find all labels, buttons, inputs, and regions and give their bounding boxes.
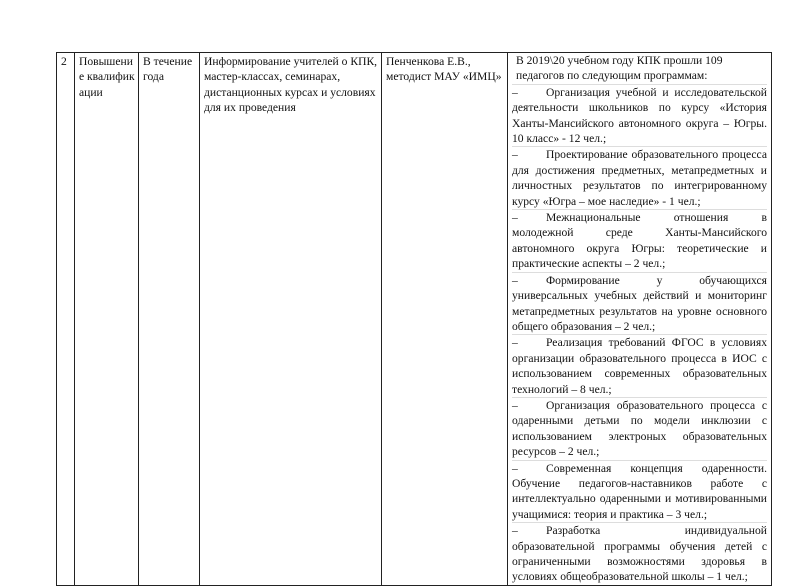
dash-marker: – bbox=[512, 85, 518, 99]
program-text: Формирование у обучающихся универсальных учебных действий и мониторинг метапредметных результатов на уровне основного общего образования – 2 чел.; bbox=[512, 273, 767, 333]
dash-marker: – bbox=[512, 524, 518, 538]
responsible-cell: Пенченкова Е.В., методист МАУ «ИМЦ» bbox=[382, 53, 508, 586]
dash-marker: – bbox=[512, 273, 518, 287]
result-intro: В 2019\20 учебном году КПК прошли 109 педагогов по следующим программам: bbox=[516, 54, 723, 83]
program-text: Межнациональные отношения в молодежной среде Ханты-Мансийского автономного округа Югры: теоретические и практические аспекты – 2 чел.; bbox=[512, 211, 767, 271]
program-item bbox=[512, 146, 767, 209]
program-item bbox=[512, 272, 767, 335]
plan-table bbox=[56, 52, 772, 586]
program-item bbox=[512, 209, 767, 272]
program-text: Реализация требований ФГОС в условиях организации образовательного процесса в ИОС с использованием современных образовательных технологий – 8 чел.; bbox=[512, 336, 767, 396]
program-item bbox=[512, 334, 767, 397]
dash-marker: – bbox=[512, 336, 518, 350]
direction-cell: Повышение квалификации bbox=[75, 53, 139, 586]
dash-marker: – bbox=[512, 398, 518, 412]
result-cell bbox=[508, 53, 772, 586]
table-row bbox=[57, 53, 772, 586]
program-item bbox=[512, 522, 767, 585]
program-item bbox=[512, 84, 767, 147]
program-item bbox=[512, 397, 767, 460]
dash-marker: – bbox=[512, 461, 518, 475]
program-list bbox=[512, 84, 767, 585]
program-text: Проектирование образовательного процесса для достижения предметных, метапредметных и личностных результатов по интегрированному курсу «Югра – мое наследие» - 1 чел.; bbox=[512, 148, 767, 208]
program-text: Организация образовательного процесса с одаренными детьми по модели инклюзии с использованием электроных образовательных ресурсов – 2 чел.; bbox=[512, 398, 767, 459]
term-cell: В течение года bbox=[139, 53, 200, 586]
activity-cell: Информирование учителей о КПК, мастер-классах, семинарах, дистанционных курсах и условиях для их проведения bbox=[200, 53, 382, 586]
row-number: 2 bbox=[57, 53, 75, 586]
dash-marker: – bbox=[512, 148, 518, 162]
program-text: Организация учебной и исследовательской деятельности школьников по курсу «История Ханты-Мансийского автономного округа – Югры. 10 класс» - 12 чел.; bbox=[512, 85, 767, 146]
program-text: Современная концепция одаренности. Обучение педагогов-наставников работе с интеллектуально одаренными и мотивированными учащимися: теория и практика – 3 чел.; bbox=[512, 461, 767, 521]
program-text: Разработка индивидуальной образовательной программы обучения детей с ограниченными возможностями здоровья в условиях общеобразовательной школы – 1 чел.; bbox=[512, 524, 767, 584]
dash-marker: – bbox=[512, 211, 518, 225]
program-item bbox=[512, 460, 767, 523]
